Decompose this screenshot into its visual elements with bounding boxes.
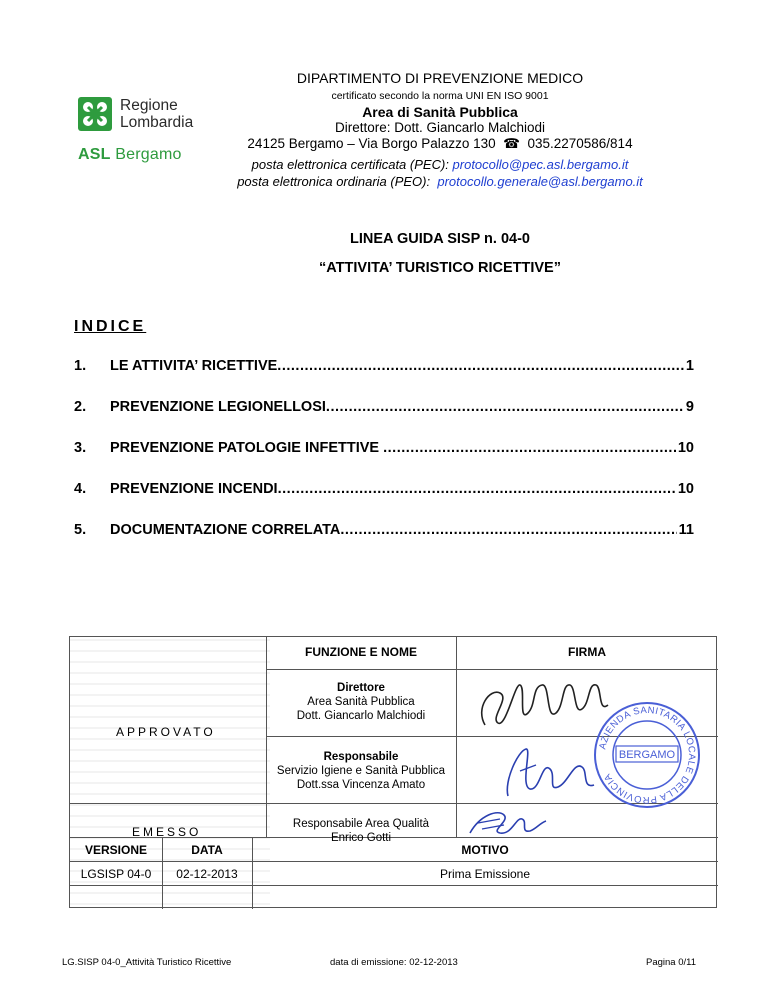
department: DIPARTIMENTO DI PREVENZIONE MEDICO xyxy=(296,70,584,86)
toc-entry-5[interactable] xyxy=(74,522,694,538)
column-header-date: DATA xyxy=(191,843,223,857)
stamp-outer-text: AZIENDA SANITARIA LOCALE DELLA PROVINCIA xyxy=(597,704,698,806)
signer-2-role: Responsabile xyxy=(323,751,399,763)
toc-label: PREVENZIONE LEGIONELLOSI xyxy=(110,399,326,415)
asl-bergamo-label xyxy=(78,146,182,164)
signer-3-name: Enrico Gotti xyxy=(330,832,392,844)
toc-label: PREVENZIONE INCENDI xyxy=(110,481,278,497)
reason-value: Prima Emissione xyxy=(439,867,531,881)
column-header-reason: MOTIVO xyxy=(461,843,509,857)
table-divider xyxy=(456,637,457,837)
signer-3-role: Responsabile Area Qualità xyxy=(292,818,430,830)
address: 24125 Bergamo – Via Borgo Palazzo 130 xyxy=(247,136,496,151)
footer-issue-date: data di emissione: 02-12-2013 xyxy=(330,957,458,968)
table-divider xyxy=(266,669,718,670)
signer-1-area: Area Sanità Pubblica xyxy=(307,696,415,708)
logo-line2: Lombardia xyxy=(120,114,194,131)
signer-2 xyxy=(266,750,456,792)
toc-num: 3. xyxy=(74,440,87,456)
version-value: LGSISP 04-0 xyxy=(80,867,152,881)
signer-1-role: Direttore xyxy=(337,682,385,694)
toc-leader xyxy=(383,440,676,456)
address-line xyxy=(200,136,680,152)
stamp-center-text: BERGAMO xyxy=(618,749,676,761)
toc-num: 1. xyxy=(74,358,87,374)
asl-label: ASL xyxy=(78,146,111,163)
phone: 035.2270586/814 xyxy=(527,136,633,151)
signature-3-icon xyxy=(460,805,550,839)
signer-1 xyxy=(266,681,456,723)
signer-3 xyxy=(266,817,456,845)
toc-leader xyxy=(326,399,684,415)
footer-page-number: Pagina 0/11 xyxy=(646,957,697,968)
toc-entry-2[interactable] xyxy=(74,399,694,415)
peo-email-link[interactable]: protocollo.generale@asl.bergamo.it xyxy=(437,174,643,189)
date-value: 02-12-2013 xyxy=(176,867,238,881)
pec-line xyxy=(200,157,680,172)
phone-icon: ☎ xyxy=(499,136,524,151)
toc-entry-3[interactable] xyxy=(74,440,694,456)
asl-city: Bergamo xyxy=(115,146,182,163)
table-divider xyxy=(70,885,718,886)
director: Direttore: Dott. Giancarlo Malchiodi xyxy=(334,120,546,135)
toc-entry-4[interactable] xyxy=(74,481,694,497)
signer-2-name: Dott.ssa Vincenza Amato xyxy=(296,779,426,791)
logo-text xyxy=(120,97,193,131)
peo-label: posta elettronica ordinaria (PEO): xyxy=(237,174,431,189)
peo-line xyxy=(200,174,680,189)
area-name: Area di Sanità Pubblica xyxy=(362,104,518,120)
certification: certificato secondo la norma UNI EN ISO 9001 xyxy=(331,90,549,102)
toc-leader xyxy=(277,358,684,374)
toc-page: 11 xyxy=(678,522,694,538)
footer-document-id: LG.SISP 04-0_Attività Turistico Ricettive xyxy=(62,957,232,968)
toc-num: 2. xyxy=(74,399,87,415)
toc-label: DOCUMENTAZIONE CORRELATA xyxy=(110,522,341,538)
column-header-function: FUNZIONE E NOME xyxy=(304,645,417,659)
signer-1-name: Dott. Giancarlo Malchiodi xyxy=(296,710,426,722)
toc-leader xyxy=(340,522,676,538)
toc-page: 1 xyxy=(685,358,694,374)
document-subtitle: “ATTIVITA’ TURISTICO RICETTIVE” xyxy=(319,260,561,276)
label-approvato: APPROVATO xyxy=(116,725,216,739)
label-emesso: EMESSO xyxy=(132,825,202,839)
column-header-version: VERSIONE xyxy=(84,843,147,857)
toc-num: 5. xyxy=(74,522,87,538)
signer-2-service: Servizio Igiene e Sanità Pubblica xyxy=(276,765,446,777)
regione-lombardia-logo-icon xyxy=(78,97,112,131)
toc-num: 4. xyxy=(74,481,87,497)
logo-line1: Regione xyxy=(120,97,178,114)
toc-label: LE ATTIVITA’ RICETTIVE xyxy=(110,358,278,374)
table-divider xyxy=(70,861,718,862)
toc-page: 9 xyxy=(685,399,694,415)
toc-leader xyxy=(278,481,676,497)
toc-entry-1[interactable] xyxy=(74,358,694,374)
column-header-signature: FIRMA xyxy=(568,645,606,659)
official-stamp-icon xyxy=(592,700,702,810)
toc-page: 10 xyxy=(677,440,694,456)
toc-label: PREVENZIONE PATOLOGIE INFETTIVE xyxy=(110,440,384,456)
pec-email-link[interactable]: protocollo@pec.asl.bergamo.it xyxy=(452,157,629,172)
pec-label: posta elettronica certificata (PEC): xyxy=(251,157,449,172)
index-heading: INDICE xyxy=(74,318,147,335)
document-title: LINEA GUIDA SISP n. 04-0 xyxy=(350,231,530,247)
toc-page: 10 xyxy=(677,481,694,497)
table-divider xyxy=(266,637,267,837)
